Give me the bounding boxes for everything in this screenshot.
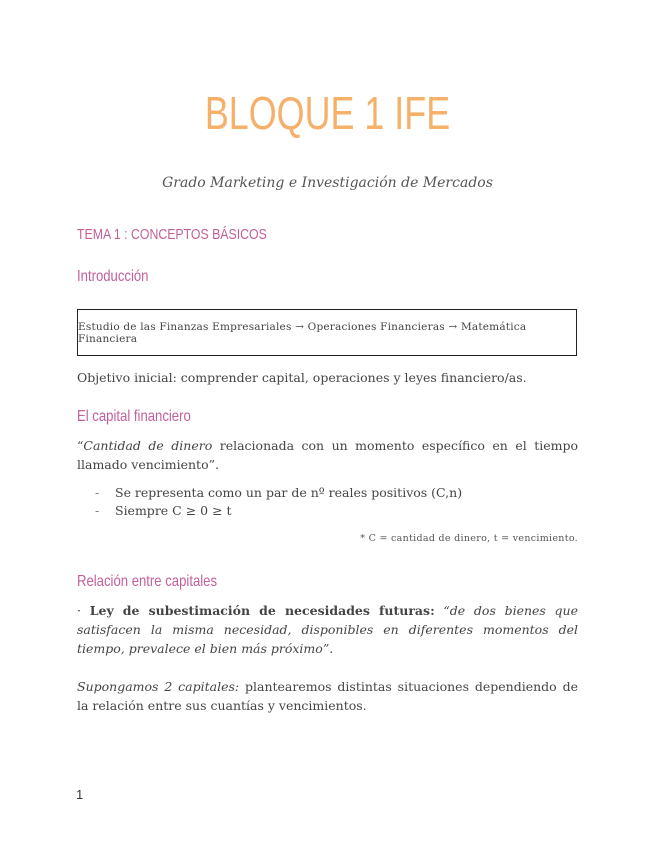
document-title: BLOQUE 1 IFE bbox=[204, 87, 451, 139]
law-italic: “de dos bienes que satisfacen la misma necesidad, disponibles en diferentes momentos del tiempo, prevalece el bien más próximo” bbox=[77, 603, 578, 656]
quote-italic: Cantidad de dinero bbox=[83, 438, 213, 453]
document-subtitle: Grado Marketing e Investigación de Mercados bbox=[162, 175, 493, 191]
list-item bbox=[95, 485, 462, 500]
intro-heading: Introducción bbox=[77, 268, 149, 285]
tema-heading: TEMA 1 : CONCEPTOS BÁSICOS bbox=[77, 226, 267, 243]
list-item bbox=[95, 503, 232, 518]
law-paragraph bbox=[77, 601, 578, 658]
bullet-marker: - bbox=[95, 503, 100, 518]
relacion-heading: Relación entre capitales bbox=[77, 573, 218, 590]
law-bold: Ley de subestimación de necesidades futuras: bbox=[89, 603, 435, 618]
suppose-rest: plantearemos distintas situaciones dependiendo de la relación entre sus cuantías y vencimientos. bbox=[77, 679, 578, 713]
bullet-text: Siempre C ≥ 0 ≥ t bbox=[115, 503, 232, 518]
footnote: * C = cantidad de dinero, t = vencimiento. bbox=[360, 533, 578, 544]
objective-text: Objetivo inicial: comprender capital, operaciones y leyes financiero/as. bbox=[77, 370, 527, 385]
quote-open: “ bbox=[77, 438, 84, 453]
capital-heading: El capital financiero bbox=[77, 408, 191, 425]
page-number: 1 bbox=[76, 787, 84, 802]
suppose-paragraph bbox=[77, 677, 578, 715]
capital-definition bbox=[77, 436, 578, 474]
intro-box-text: Estudio de las Finanzas Empresariales → Operaciones Financieras → Matemática Financiera bbox=[78, 320, 527, 345]
quote-rest: relacionada con un momento específico en el tiempo llamado vencimiento”. bbox=[77, 438, 579, 472]
intro-box bbox=[77, 309, 577, 356]
law-prefix: · bbox=[77, 603, 90, 618]
bullet-text: Se representa como un par de nº reales positivos (C,n) bbox=[115, 485, 463, 500]
law-end: . bbox=[329, 641, 334, 656]
suppose-italic: Supongamos 2 capitales: bbox=[77, 679, 240, 694]
bullet-marker: - bbox=[95, 485, 100, 500]
